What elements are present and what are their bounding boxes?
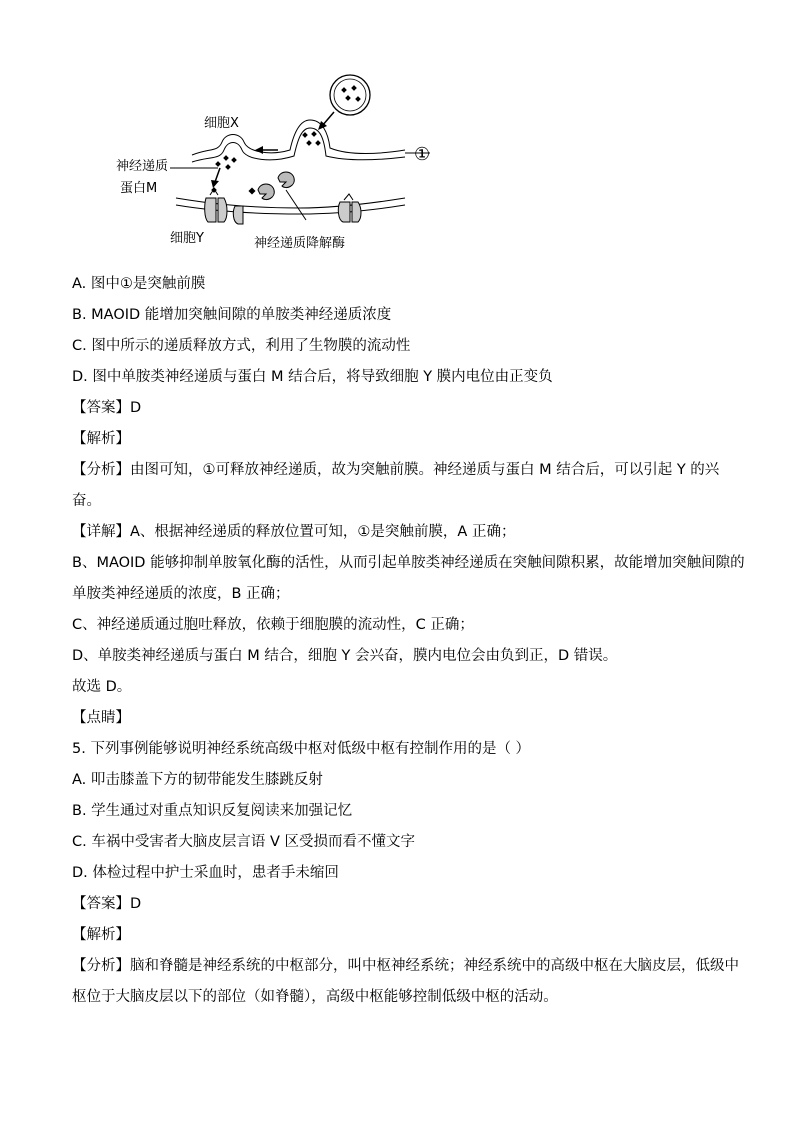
q4-option-d: D. 图中单胺类神经递质与蛋白 M 结合后，将导致细胞 Y 膜内电位由正变负 <box>72 369 553 385</box>
label-degrading-enzyme: 神经递质降解酶 <box>254 236 346 251</box>
q4-detail-line-5: D、单胺类神经递质与蛋白 M 结合，细胞 Y 会兴奋，膜内电位会由负到正，D 错误。 <box>72 648 618 664</box>
q5-stem: 5. 下列事例能够说明神经系统高级中枢对低级中枢有控制作用的是（ ） <box>72 741 531 757</box>
label-protein-m: 蛋白M <box>120 181 158 196</box>
degrading-enzyme-shapes <box>249 172 294 200</box>
q5-analysis-heading: 【解析】 <box>72 927 130 943</box>
synapse-diagram <box>100 70 460 260</box>
label-marker: ① <box>414 144 431 165</box>
receptor-protein-2 <box>233 206 243 224</box>
q5-option-b: B. 学生通过对重点知识反复阅读来加强记忆 <box>72 803 353 819</box>
synaptic-vesicle <box>330 75 370 115</box>
q4-analysis-heading: 【解析】 <box>72 431 130 447</box>
q4-answer: 【答案】D <box>72 400 142 416</box>
q5-option-c: C. 车祸中受害者大脑皮层言语 V 区受损而看不懂文字 <box>72 834 415 850</box>
label-neurotransmitter: 神经递质 <box>116 159 169 174</box>
q4-analysis-line-1: 【分析】由图可知，①可释放神经递质，故为突触前膜。神经递质与蛋白 M 结合后，可以引起 Y 的兴 <box>72 462 720 478</box>
q4-option-b: B. MAOID 能增加突触间隙的单胺类神经递质浓度 <box>72 307 392 323</box>
label-cell-y: 细胞Y <box>170 231 204 246</box>
receptor-protein-3 <box>338 194 361 222</box>
q4-detail-line-1: 【详解】A、根据神经递质的释放位置可知，①是突触前膜，A 正确； <box>72 524 516 540</box>
q5-option-d: D. 体检过程中护士采血时，患者手未缩回 <box>72 865 339 881</box>
q4-conclusion: 故选 D。 <box>72 679 132 695</box>
receptor-protein-m <box>205 198 227 222</box>
q5-analysis-line-2: 枢位于大脑皮层以下的部位（如脊髓），高级中枢能够控制低级中枢的活动。 <box>72 989 558 1005</box>
q4-option-a: A. 图中①是突触前膜 <box>72 276 206 292</box>
binding-arrow <box>215 168 220 182</box>
q4-option-c: C. 图中所示的递质释放方式，利用了生物膜的流动性 <box>72 338 411 354</box>
q5-option-a: A. 叩击膝盖下方的韧带能发生膝跳反射 <box>72 772 323 788</box>
q4-analysis-line-2: 奋。 <box>72 493 101 509</box>
q4-detail-line-4: C、神经递质通过胞吐释放，依赖于细胞膜的流动性，C 正确； <box>72 617 474 633</box>
q4-comment-heading: 【点睛】 <box>72 710 130 726</box>
q4-detail-line-2: B、MAOID 能够抑制单胺氧化酶的活性，从而引起单胺类神经递质在突触间隙积累，故能增加突触间隙的 <box>72 555 745 571</box>
fusing-vesicle <box>302 131 321 146</box>
synapse-figure <box>100 70 460 260</box>
enzyme-pointer <box>286 190 306 220</box>
released-transmitter <box>215 155 237 170</box>
label-cell-x: 细胞X <box>204 116 239 131</box>
q5-answer: 【答案】D <box>72 896 142 912</box>
q5-analysis-line-1: 【分析】脑和脊髓是神经系统的中枢部分，叫中枢神经系统；神经系统中的高级中枢在大脑皮层，低级中 <box>72 958 739 974</box>
q4-detail-line-3: 单胺类神经递质的浓度，B 正确； <box>72 586 290 602</box>
